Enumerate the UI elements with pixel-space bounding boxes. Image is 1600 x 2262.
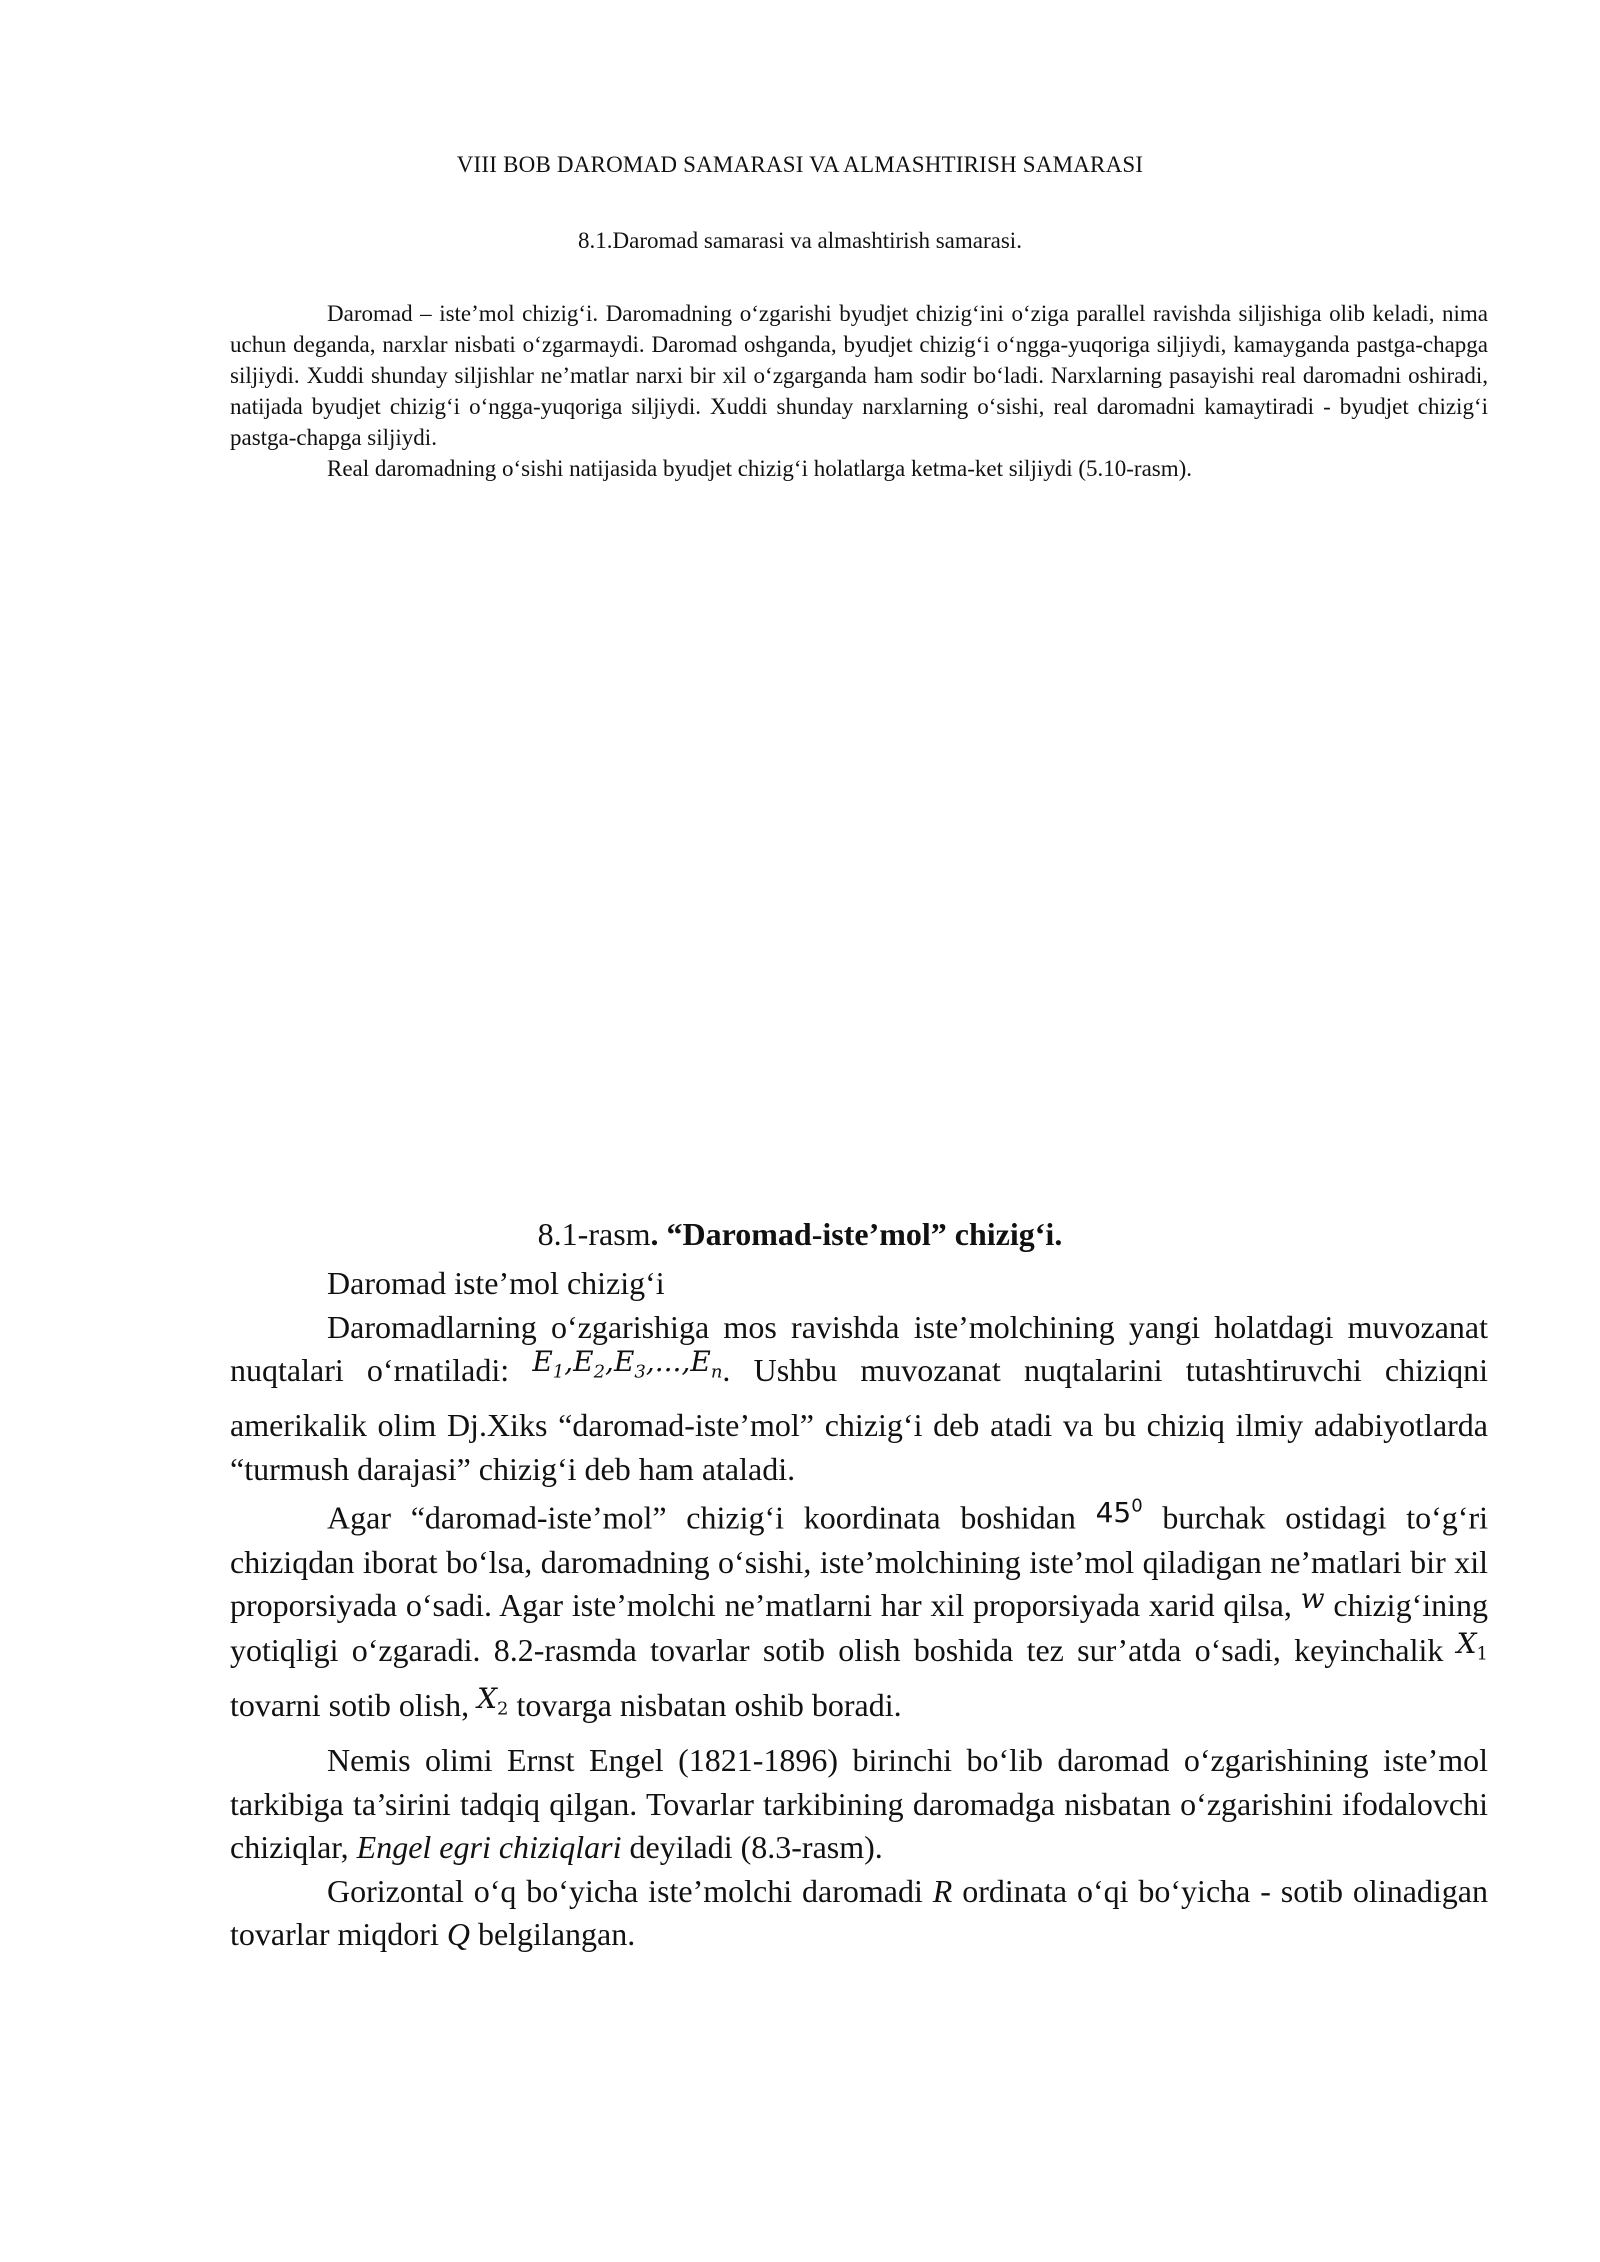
figure-placeholder [230,500,1488,1200]
math-comma: , [564,1345,574,1378]
math-e: E [532,1345,553,1378]
q-symbol: Q [446,1916,470,1953]
text-run: tovarni sotib olish, [230,1687,478,1724]
x-letter: X [477,1682,498,1716]
math-sub: 2 [593,1361,606,1383]
x-sub: 2 [497,1698,509,1720]
math-e: E [573,1345,594,1378]
math-dots: ,..., [645,1345,691,1378]
degree-sup: 0 [1131,1496,1143,1518]
math-sub: n [710,1361,723,1383]
text-run: chizig‘ining yotiqligi o‘zgaradi. 8.2-rasmda tovarlar sotib olish boshida tez sur’atda o‘sadi, keyinchalik [230,1587,1488,1668]
x-letter: X [1456,1626,1477,1660]
degree-value: 45 [1095,1496,1132,1530]
text-run: Daromadlarning o‘zgarishiga mos ravishda iste’molchining yangi holatdagi muvozanat nuqtalari o‘rnatiladi: [230,1308,1488,1388]
body-line-1: Daromad iste’mol chizig‘i [327,1265,665,1301]
text-run: Nemis olimi Ernst Engel (1821-1896) birinchi bo‘lib daromad o‘zgarishining iste’mol tarkibiga ta’sirini tadqiq qilgan. Tovarlar tarkibining daromadga nisbatan o‘zgarishini ifodalovchi chiziqlar, [230,1742,1488,1866]
body-paragraph-5 [230,1870,1488,1957]
x2-symbol [477,1682,509,1720]
math-comma: , [605,1345,614,1378]
intro-text [230,298,1488,484]
math-sub: 1 [552,1361,565,1383]
text-run: Gorizontal o‘q bo‘yicha iste’molchi daromadi [327,1872,933,1909]
figure-caption [0,1216,1600,1253]
text-run: burchak ostidagi to‘g‘ri chiziqdan iborat bo‘lsa, daromadning o‘sishi, iste’molchining iste’mol qiladigan ne’matlari bir xil proporsiyada o‘sadi. Agar iste’molchi ne’matlarni har xil proporsiyada xarid qilsa, [230,1499,1489,1624]
body-paragraph-3 [230,1491,1488,1739]
caption-title: . “Daromad-iste’mol” chizig‘i. [650,1216,1063,1252]
w-symbol: w [1300,1582,1325,1616]
x1-symbol [1456,1626,1488,1665]
intro-paragraph-1: Daromad – iste’mol chizig‘i. Daromadning o‘zgarishi byudjet chizig‘ini o‘ziga parallel ravishda siljishiga olib keladi, nima uchun deganda, narxlar nisbati o‘zgarmaydi. Daromad oshganda, byudjet chizig‘i o‘ngga-yuqoriga siljiydi, kamayganda pastga-chapga siljiydi. Xuddi shunday siljishlar ne’matlar narxi bir xil o‘zgarganda ham sodir bo‘ladi. Narxlarning pasayishi real daromadni oshiradi, natijada byudjet chizig‘i o‘ngga-yuqoriga siljiydi. Xuddi shunday narxlarning o‘sishi, real daromadni kamaytiradi - byudjet chizig‘i pastga-chapga siljiydi. [230,301,1488,450]
section-title: 8.1.Daromad samarasi va almashtirish samarasi. [578,228,1022,253]
x-sub: 1 [1476,1643,1488,1665]
text-run: belgilangan. [469,1916,636,1953]
r-symbol: R [932,1872,953,1909]
engel-curves-term: Engel egri chiziqlari [356,1829,622,1866]
caption-number: 8.1-rasm [537,1216,651,1252]
text-run: . Ushbu muvozanat nuqtalarini tutashtiruvchi chiziqni amerikalik olim Dj.Xiks “daromad-iste’mol” chizig‘i deb atadi va bu chiziq ilmiy adabiyotlarda “turmush darajasi” chizig‘i deb ham ataladi. [230,1352,1489,1487]
text-run: ordinata o‘qi bo‘yicha - sotib olinadigan tovarlar miqdori [230,1872,1489,1953]
math-sub: 3 [634,1361,646,1383]
angle-45-degrees [1096,1496,1143,1529]
math-e: E [613,1345,635,1378]
body-text [230,1262,1488,1957]
body-paragraph-4 [230,1739,1488,1870]
body-paragraph-2 [230,1306,1488,1492]
text-run: tovarga nisbatan oshib boradi. [508,1687,902,1724]
equilibrium-points-formula [532,1345,723,1383]
chapter-title: VIII BOB DAROMAD SAMARASI VA ALMASHTIRISH SAMARASI [456,152,1144,177]
text-run: Agar “daromad-iste’mol” chizig‘i koordinata boshidan [327,1499,1096,1536]
math-e: E [690,1345,711,1378]
text-run: deyiladi (8.3-rasm). [621,1829,883,1866]
intro-paragraph-2: Real daromadning o‘sishi natijasida byudjet chizig‘i holatlarga ketma-ket siljiydi (5.10-rasm). [327,456,1193,481]
